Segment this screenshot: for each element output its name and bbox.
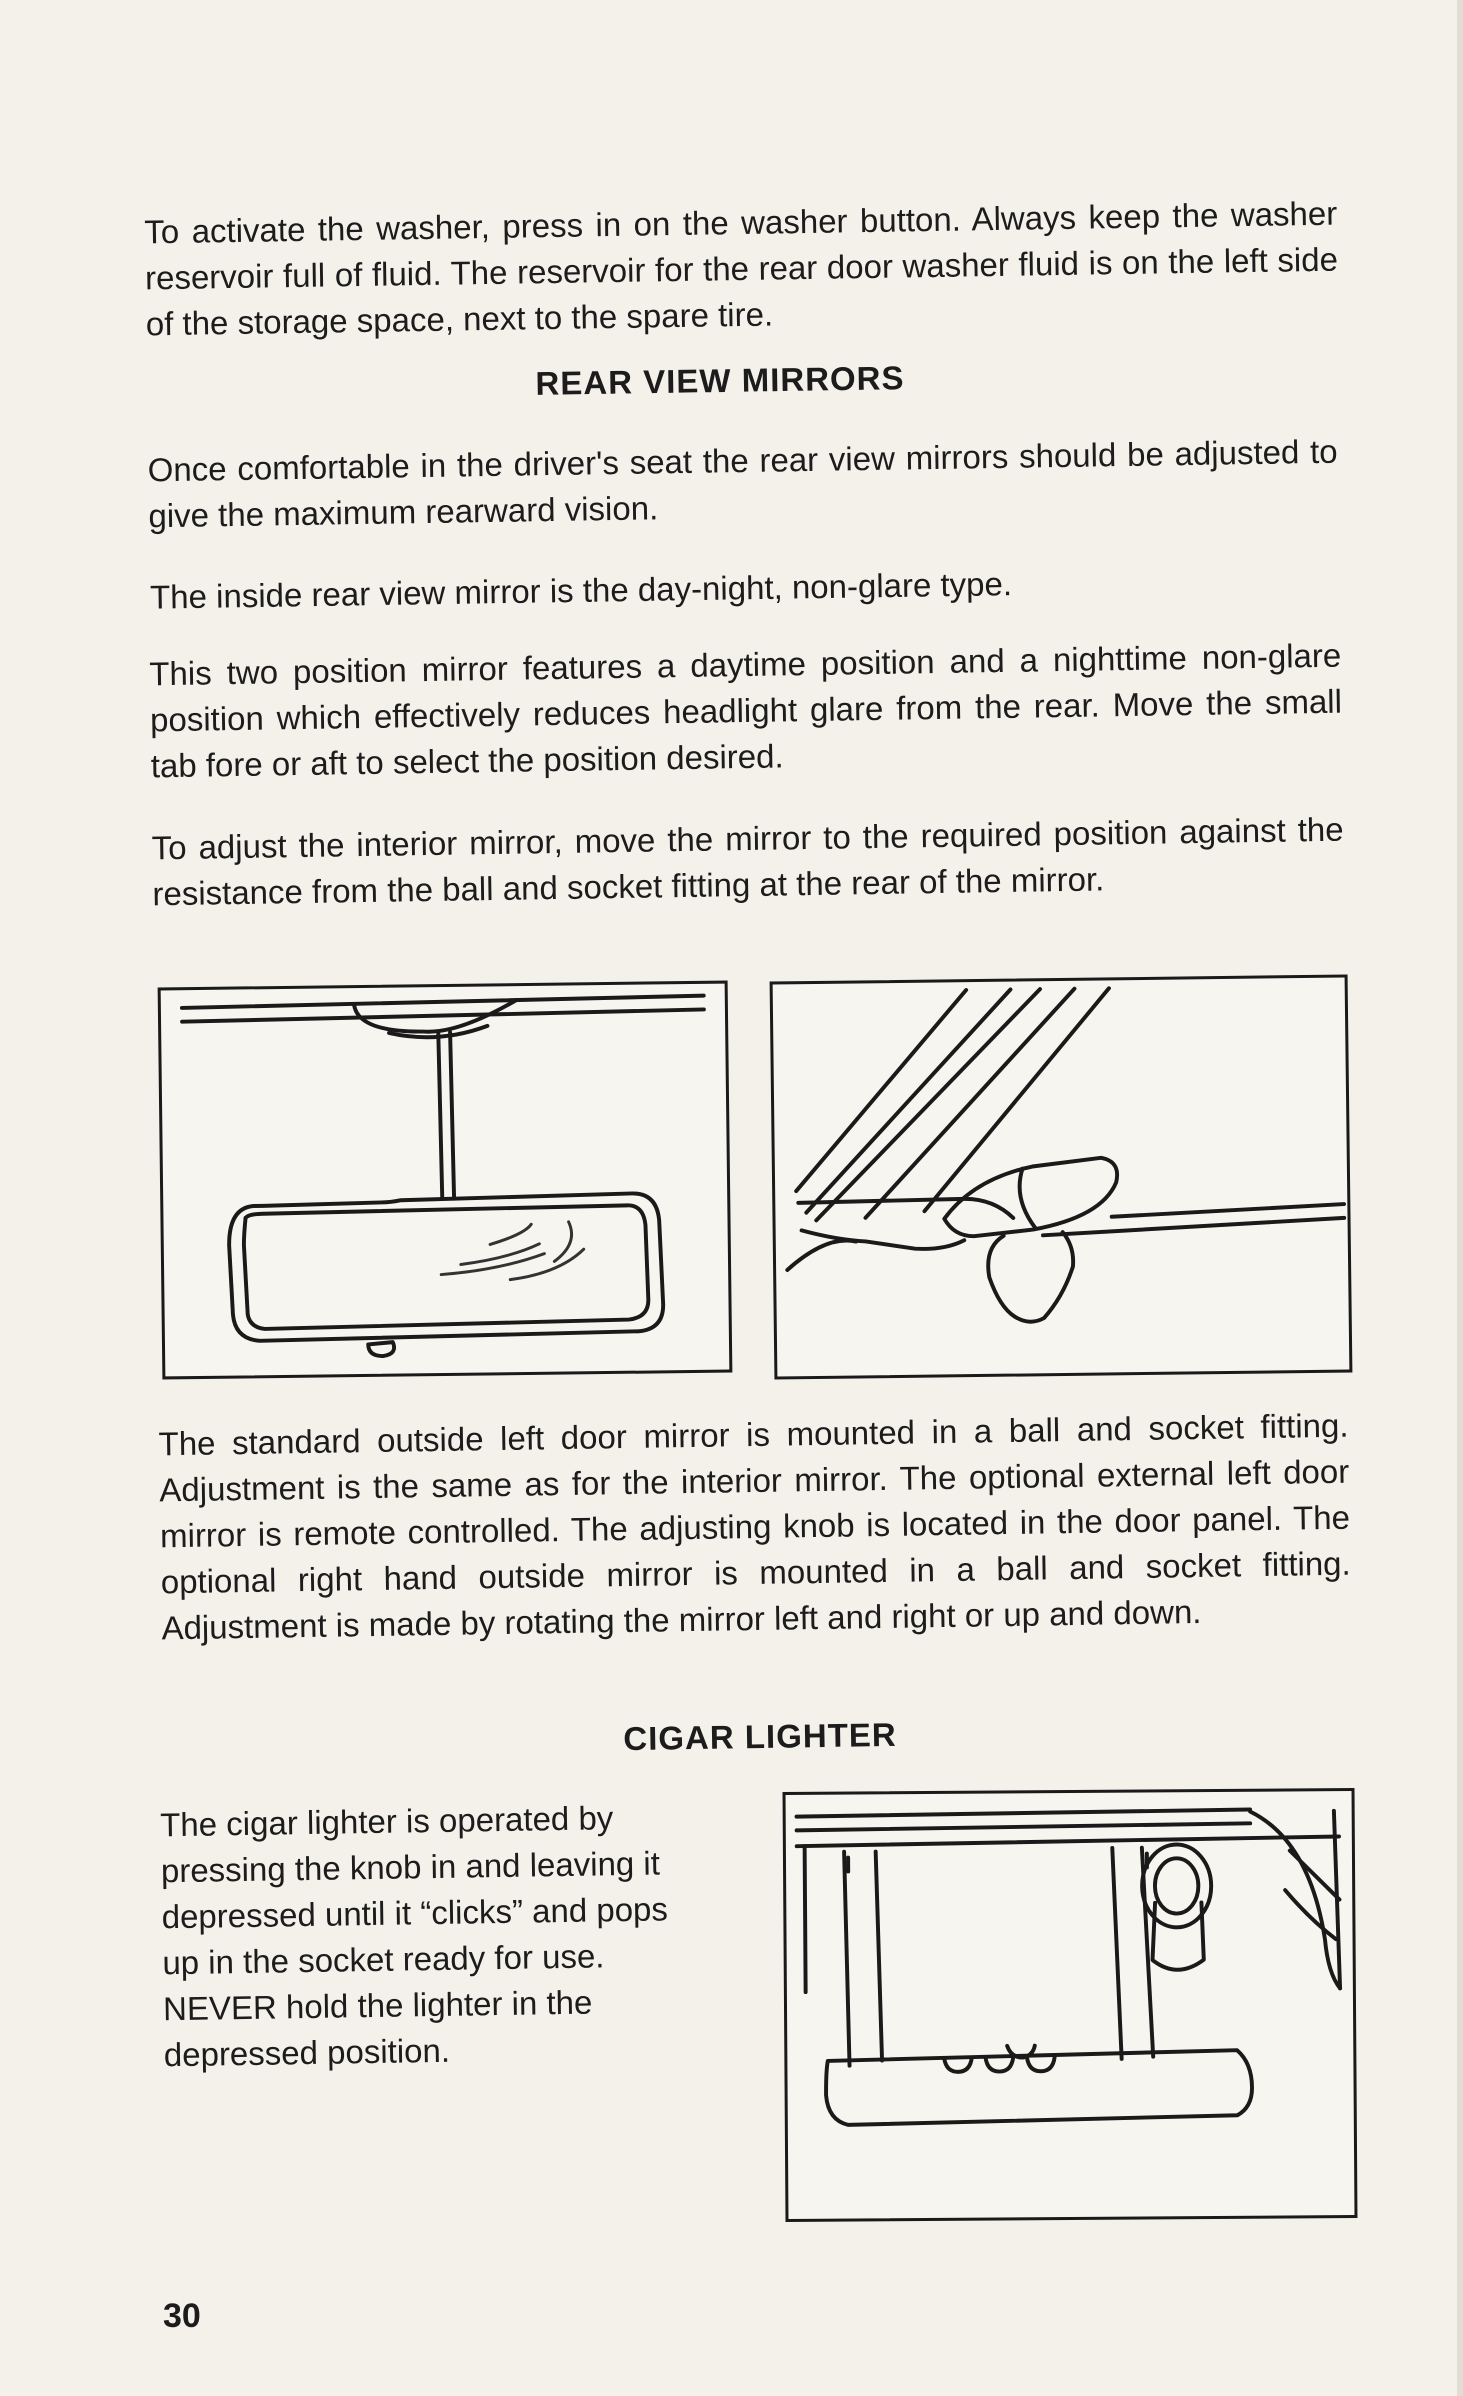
mirror-tab-illustration: [773, 978, 1350, 1377]
rear-view-mirrors-heading: REAR VIEW MIRRORS: [535, 359, 905, 402]
washer-paragraph: To activate the washer, press in on the washer button. Always keep the washer reservoir full of fluid. The reservoir for the rear door washer fluid is on the left side of the storage space, next to the spare tire.: [144, 194, 1339, 343]
cigar-lighter-heading: CIGAR LIGHTER: [623, 1715, 897, 1758]
two-position-paragraph: This two position mirror features a daytime position and a nighttime non-glare position which effectively reduces headlight glare from the rear. Move the small tab fore or aft to select the position desired.: [149, 636, 1343, 785]
mirrors-intro-paragraph: Once comfortable in the driver's seat the rear view mirrors should be adjusted to give the maximum rearward vision.: [147, 432, 1338, 535]
outside-mirror-paragraph: The standard outside left door mirror is mounted in a ball and socket fitting. Adjustment is the same as for the interior mirror. The optional external left door mirror is remote controlled. The adjusting knob is located in the door panel. The optional right hand outside mirror is mounted in a ball and socket fitting. Adjustment is made by rotating the mirror left and right or up and down.: [158, 1406, 1351, 1647]
interior-mirror-illustration: [161, 984, 730, 1377]
page-number: 30: [163, 2297, 201, 2335]
cigar-lighter-paragraph: The cigar lighter is operated by pressing the knob in and leaving it depressed until it “clicks” and pops up in the socket ready for use. NEVER hold the lighter in the depressed position.: [159, 1799, 669, 2074]
cigar-lighter-illustration: [786, 1791, 1355, 2219]
interior-mirror-figure: [158, 981, 733, 1380]
mirror-tab-figure: [770, 974, 1353, 1379]
inside-mirror-paragraph: The inside rear view mirror is the day-night, non-glare type.: [149, 565, 1013, 616]
cigar-lighter-figure: [783, 1788, 1358, 2222]
adjust-interior-paragraph: To adjust the interior mirror, move the mirror to the required position against the resistance from the ball and socket fitting at the rear of the mirror.: [151, 810, 1344, 913]
